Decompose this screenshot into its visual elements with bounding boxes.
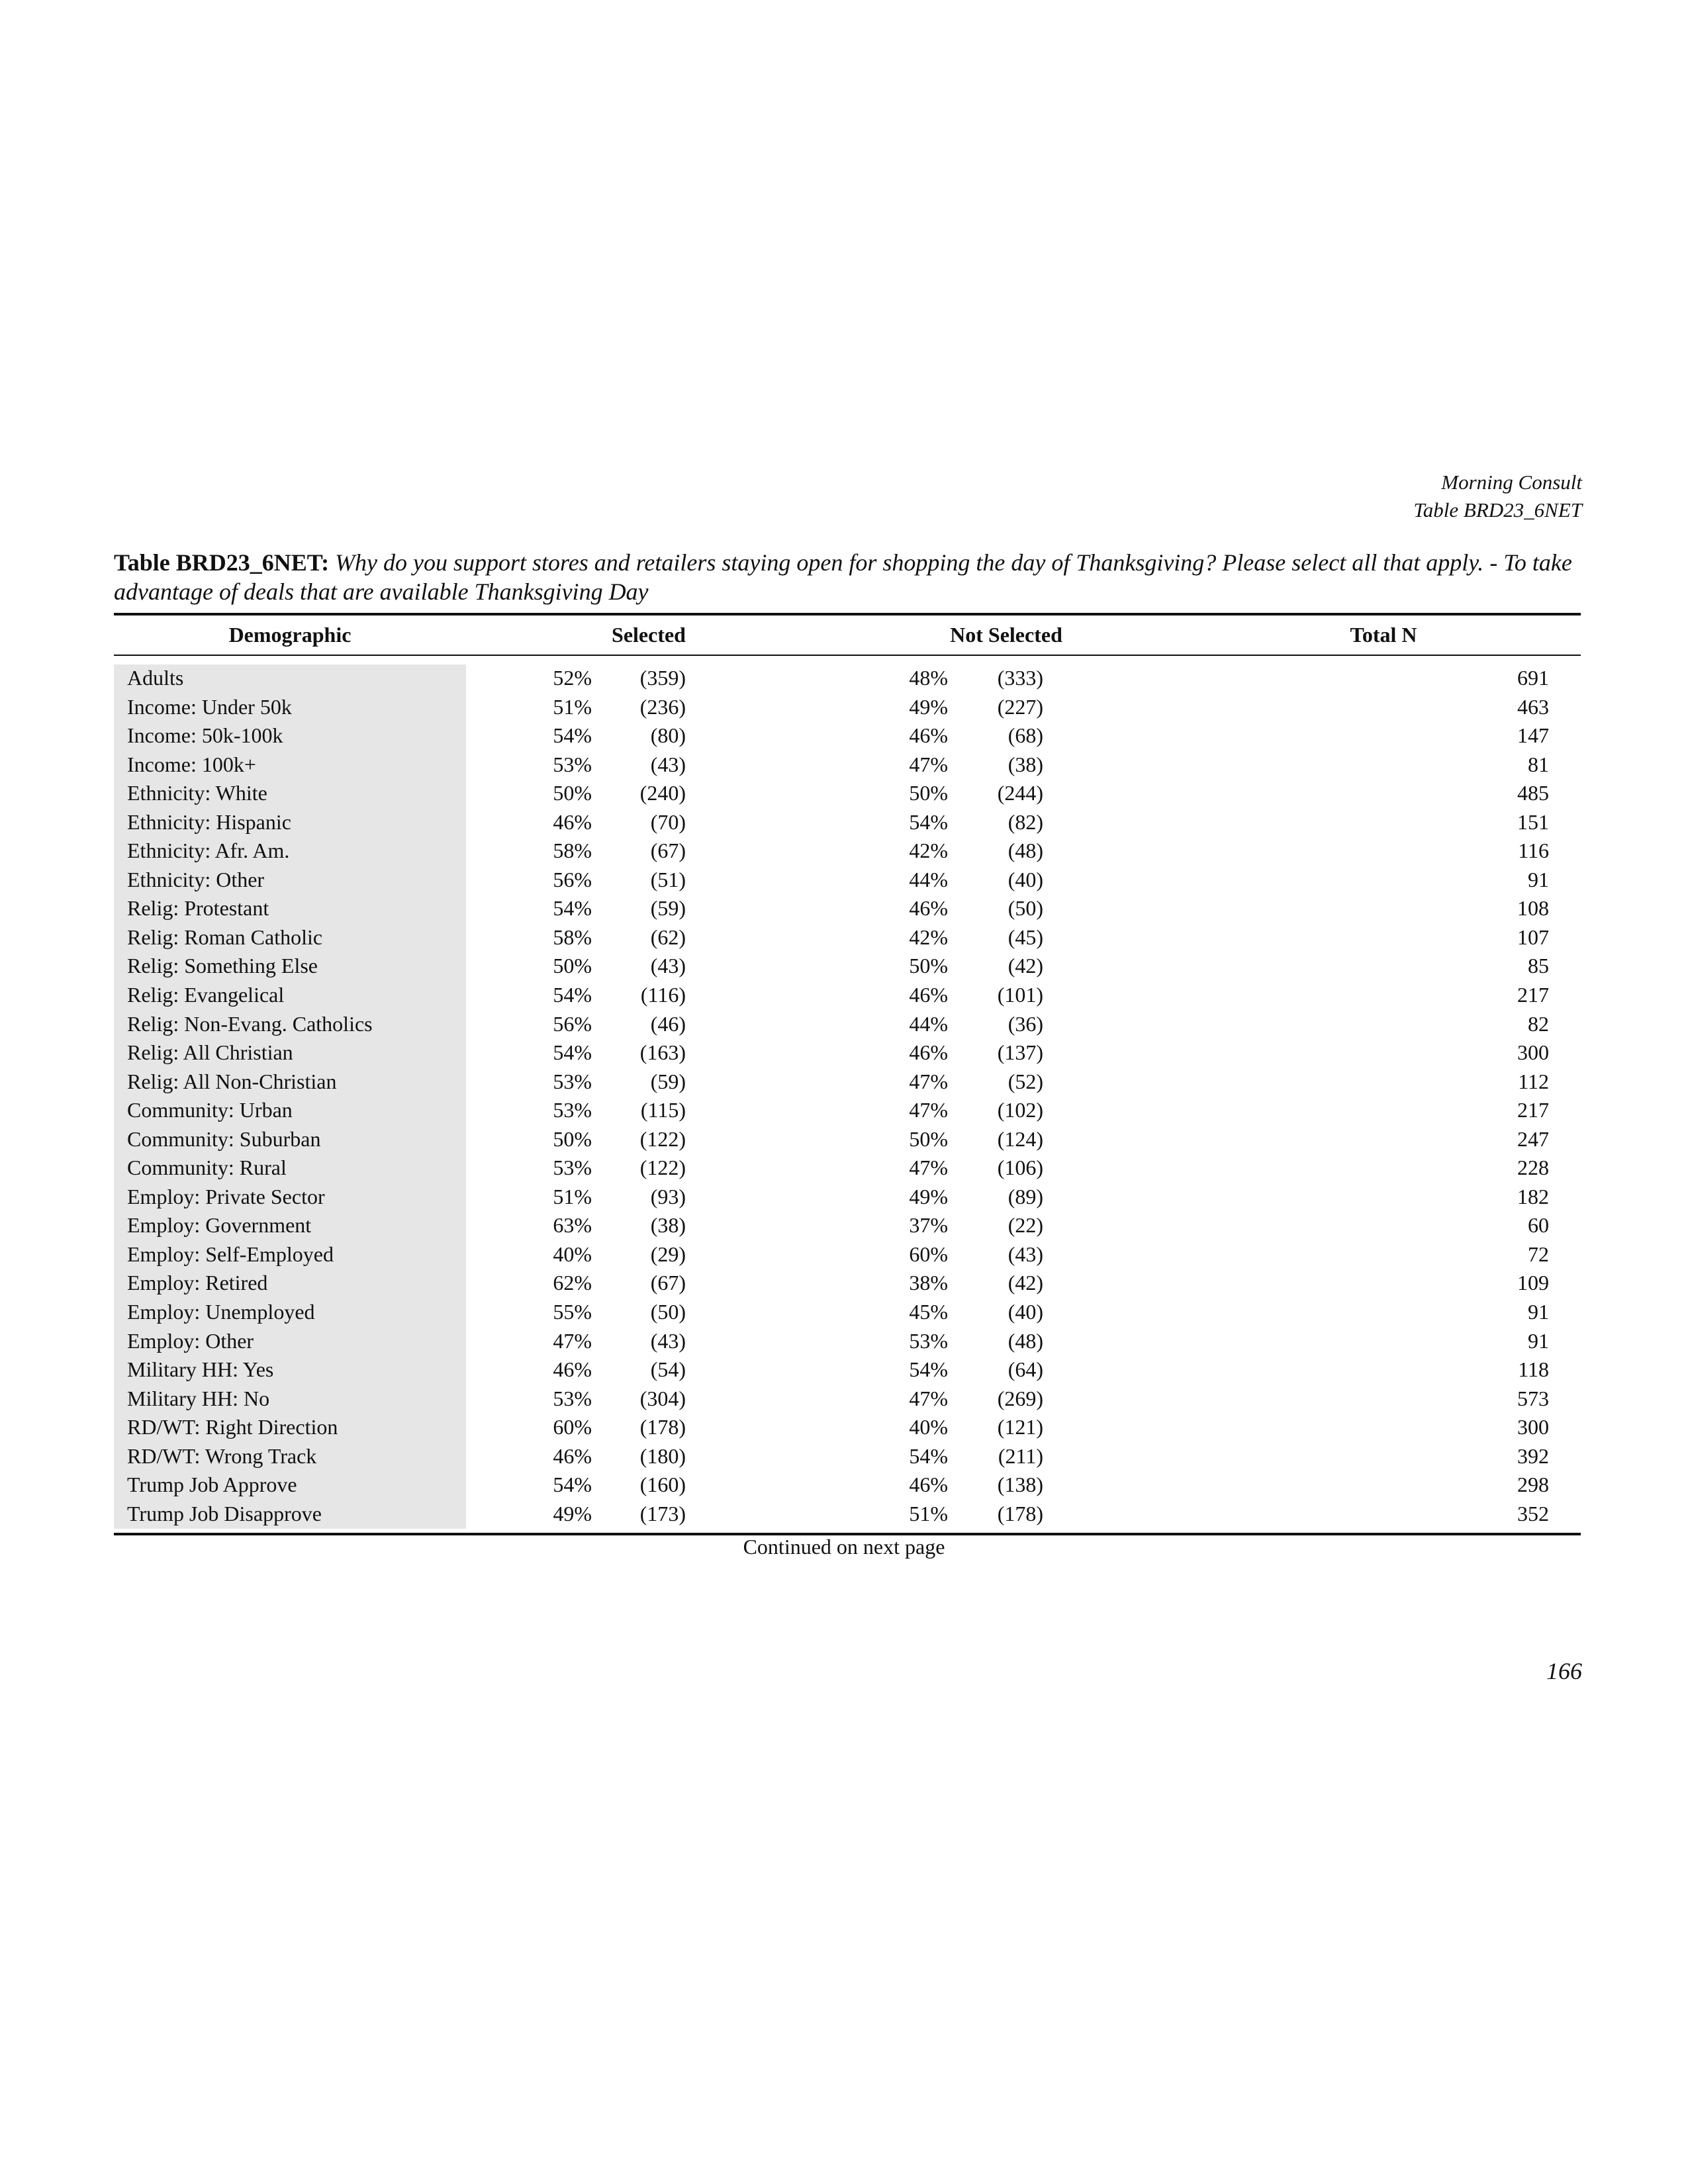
table-body <box>0 664 1688 1528</box>
selected-count: (180) <box>639 1443 686 1468</box>
page-number: 166 <box>1546 1658 1582 1684</box>
selected-percent: 40% <box>553 1242 592 1266</box>
selected-percent: 53% <box>553 1069 592 1093</box>
not-selected-percent: 50% <box>909 1126 948 1151</box>
table-row <box>0 1154 1688 1183</box>
table-row <box>0 1211 1688 1240</box>
selected-count: (240) <box>639 781 686 805</box>
total-n: 116 <box>1518 839 1549 863</box>
page-header <box>1413 469 1582 524</box>
not-selected-percent: 60% <box>909 1242 948 1266</box>
table-row <box>0 1355 1688 1385</box>
total-n: 109 <box>1517 1271 1549 1295</box>
selected-percent: 54% <box>553 723 592 748</box>
not-selected-count: (48) <box>1008 1328 1043 1353</box>
not-selected-percent: 46% <box>909 1473 948 1497</box>
row-label: Relig: All Non-Christian <box>127 1069 337 1093</box>
selected-count: (115) <box>640 1098 686 1122</box>
selected-percent: 54% <box>553 1473 592 1497</box>
row-label: RD/WT: Right Direction <box>127 1415 338 1439</box>
table-row <box>0 1442 1688 1471</box>
table-row <box>0 981 1688 1010</box>
selected-count: (93) <box>650 1184 686 1208</box>
header-org: Morning Consult <box>1441 471 1582 494</box>
not-selected-count: (45) <box>1008 925 1043 949</box>
table-row <box>0 693 1688 722</box>
selected-count: (70) <box>650 809 686 834</box>
not-selected-percent: 38% <box>909 1271 948 1295</box>
total-n: 60 <box>1528 1213 1549 1238</box>
row-label: Trump Job Approve <box>127 1473 297 1497</box>
total-n: 112 <box>1518 1069 1549 1093</box>
not-selected-percent: 45% <box>909 1300 948 1324</box>
table-row <box>0 751 1688 780</box>
selected-percent: 50% <box>553 1126 592 1151</box>
selected-count: (116) <box>640 983 686 1007</box>
not-selected-percent: 40% <box>909 1415 948 1439</box>
selected-count: (80) <box>650 723 686 748</box>
not-selected-count: (42) <box>1008 1271 1043 1295</box>
continued-note: Continued on next page <box>743 1535 945 1559</box>
selected-percent: 53% <box>553 1386 592 1410</box>
not-selected-count: (124) <box>997 1126 1043 1151</box>
table-row <box>0 1068 1688 1097</box>
not-selected-count: (52) <box>1008 1069 1043 1093</box>
header-table-ref: Table BRD23_6NET <box>1413 498 1582 522</box>
not-selected-count: (106) <box>997 1156 1043 1180</box>
selected-count: (122) <box>639 1126 686 1151</box>
selected-percent: 62% <box>553 1271 592 1295</box>
selected-percent: 51% <box>553 1184 592 1208</box>
selected-percent: 50% <box>553 781 592 805</box>
table-row <box>0 866 1688 895</box>
not-selected-percent: 51% <box>909 1501 948 1525</box>
selected-count: (43) <box>650 954 686 978</box>
not-selected-percent: 37% <box>909 1213 948 1238</box>
not-selected-percent: 46% <box>909 983 948 1007</box>
table-row <box>0 1183 1688 1212</box>
not-selected-percent: 46% <box>909 896 948 921</box>
row-label: Employ: Self-Employed <box>127 1242 334 1266</box>
total-n: 217 <box>1517 983 1549 1007</box>
column-header-selected: Selected <box>612 623 686 647</box>
not-selected-percent: 46% <box>909 1040 948 1065</box>
not-selected-count: (50) <box>1008 896 1043 921</box>
table-row <box>0 1269 1688 1298</box>
selected-count: (50) <box>650 1300 686 1324</box>
selected-count: (29) <box>650 1242 686 1266</box>
table-row <box>0 952 1688 981</box>
selected-percent: 56% <box>553 867 592 891</box>
selected-percent: 51% <box>553 694 592 719</box>
caption-table-id: Table BRD23_6NET: <box>114 549 330 576</box>
total-n: 91 <box>1528 867 1549 891</box>
total-n: 72 <box>1528 1242 1549 1266</box>
not-selected-count: (36) <box>1008 1011 1043 1036</box>
selected-percent: 56% <box>553 1011 592 1036</box>
selected-count: (67) <box>650 1271 686 1295</box>
not-selected-count: (244) <box>997 781 1043 805</box>
total-n: 147 <box>1517 723 1549 748</box>
row-label: Ethnicity: Hispanic <box>127 809 291 834</box>
not-selected-count: (48) <box>1008 839 1043 863</box>
not-selected-count: (40) <box>1008 867 1043 891</box>
table-row <box>0 721 1688 751</box>
total-n: 81 <box>1528 752 1549 776</box>
selected-count: (59) <box>650 1069 686 1093</box>
selected-percent: 46% <box>553 1357 592 1382</box>
table-row <box>0 1096 1688 1125</box>
selected-count: (173) <box>639 1501 686 1525</box>
not-selected-count: (121) <box>997 1415 1043 1439</box>
row-label: RD/WT: Wrong Track <box>127 1443 317 1468</box>
selected-percent: 54% <box>553 983 592 1007</box>
table-row <box>0 1298 1688 1327</box>
total-n: 298 <box>1517 1473 1549 1497</box>
not-selected-percent: 46% <box>909 723 948 748</box>
selected-count: (43) <box>650 752 686 776</box>
not-selected-count: (138) <box>997 1473 1043 1497</box>
total-n: 91 <box>1528 1328 1549 1353</box>
not-selected-percent: 44% <box>909 1011 948 1036</box>
selected-count: (160) <box>639 1473 686 1497</box>
total-n: 573 <box>1517 1386 1549 1410</box>
table-row <box>0 664 1688 693</box>
selected-count: (304) <box>639 1386 686 1410</box>
not-selected-percent: 54% <box>909 809 948 834</box>
column-header-demographic: Demographic <box>228 623 352 647</box>
not-selected-percent: 53% <box>909 1328 948 1353</box>
selected-percent: 54% <box>553 896 592 921</box>
total-n: 151 <box>1517 809 1549 834</box>
selected-percent: 46% <box>553 809 592 834</box>
table-row <box>0 1413 1688 1442</box>
selected-percent: 53% <box>553 1156 592 1180</box>
row-label: Income: Under 50k <box>127 694 292 719</box>
selected-count: (38) <box>650 1213 686 1238</box>
not-selected-percent: 49% <box>909 694 948 719</box>
table-row <box>0 1385 1688 1414</box>
selected-count: (54) <box>650 1357 686 1382</box>
not-selected-count: (64) <box>1008 1357 1043 1382</box>
row-label: Trump Job Disapprove <box>127 1501 322 1525</box>
table-row <box>0 1500 1688 1529</box>
table-top-rule <box>114 613 1581 615</box>
row-label: Relig: All Christian <box>127 1040 293 1065</box>
not-selected-count: (22) <box>1008 1213 1043 1238</box>
total-n: 300 <box>1517 1040 1549 1065</box>
not-selected-count: (269) <box>997 1386 1043 1410</box>
selected-percent: 63% <box>553 1213 592 1238</box>
table-row <box>0 894 1688 923</box>
row-label: Community: Rural <box>127 1156 287 1180</box>
selected-percent: 55% <box>553 1300 592 1324</box>
selected-percent: 47% <box>553 1328 592 1353</box>
total-n: 217 <box>1517 1098 1549 1122</box>
table-header-rule <box>114 655 1581 656</box>
row-label: Community: Urban <box>127 1098 293 1122</box>
not-selected-count: (211) <box>998 1443 1043 1468</box>
row-label: Community: Suburban <box>127 1126 321 1151</box>
total-n: 182 <box>1517 1184 1549 1208</box>
table-row <box>0 1471 1688 1500</box>
row-label: Relig: Protestant <box>127 896 269 921</box>
total-n: 82 <box>1528 1011 1549 1036</box>
row-label: Income: 100k+ <box>127 752 256 776</box>
selected-percent: 46% <box>553 1443 592 1468</box>
row-label: Military HH: Yes <box>127 1357 274 1382</box>
not-selected-percent: 49% <box>909 1184 948 1208</box>
selected-count: (46) <box>650 1011 686 1036</box>
not-selected-count: (101) <box>997 983 1043 1007</box>
row-label: Employ: Private Sector <box>127 1184 325 1208</box>
selected-percent: 49% <box>553 1501 592 1525</box>
selected-percent: 53% <box>553 1098 592 1122</box>
row-label: Employ: Government <box>127 1213 312 1238</box>
selected-percent: 58% <box>553 839 592 863</box>
row-label: Income: 50k-100k <box>127 723 283 748</box>
total-n: 85 <box>1528 954 1549 978</box>
total-n: 107 <box>1517 925 1549 949</box>
row-label: Employ: Unemployed <box>127 1300 315 1324</box>
row-label: Ethnicity: Other <box>127 867 265 891</box>
not-selected-percent: 42% <box>909 925 948 949</box>
not-selected-count: (38) <box>1008 752 1043 776</box>
not-selected-count: (178) <box>997 1501 1043 1525</box>
not-selected-count: (42) <box>1008 954 1043 978</box>
selected-count: (59) <box>650 896 686 921</box>
selected-percent: 58% <box>553 925 592 949</box>
not-selected-count: (82) <box>1008 809 1043 834</box>
not-selected-percent: 48% <box>909 666 948 690</box>
selected-count: (122) <box>639 1156 686 1180</box>
not-selected-count: (102) <box>997 1098 1043 1122</box>
row-label: Employ: Retired <box>127 1271 268 1295</box>
row-label: Employ: Other <box>127 1328 254 1353</box>
total-n: 485 <box>1517 781 1549 805</box>
selected-count: (51) <box>650 867 686 891</box>
table-row <box>0 779 1688 808</box>
not-selected-percent: 54% <box>909 1357 948 1382</box>
row-label: Ethnicity: White <box>127 781 267 805</box>
not-selected-percent: 50% <box>909 781 948 805</box>
table-row <box>0 1240 1688 1269</box>
selected-count: (359) <box>639 666 686 690</box>
selected-percent: 60% <box>553 1415 592 1439</box>
not-selected-count: (68) <box>1008 723 1043 748</box>
not-selected-percent: 47% <box>909 1069 948 1093</box>
row-label: Relig: Evangelical <box>127 983 285 1007</box>
table-row <box>0 808 1688 837</box>
selected-count: (43) <box>650 1328 686 1353</box>
table-row <box>0 1125 1688 1154</box>
not-selected-percent: 54% <box>909 1443 948 1468</box>
total-n: 392 <box>1517 1443 1549 1468</box>
not-selected-count: (333) <box>997 666 1043 690</box>
not-selected-percent: 47% <box>909 1156 948 1180</box>
not-selected-count: (227) <box>997 694 1043 719</box>
total-n: 463 <box>1517 694 1549 719</box>
caption-question: Why do you support stores and retailers staying open for shopping the day of Thanksgiving? Please select all that apply. - To take advantage of deals that are available Thanksgiving Day <box>114 549 1572 605</box>
total-n: 91 <box>1528 1300 1549 1324</box>
row-label: Military HH: No <box>127 1386 270 1410</box>
not-selected-count: (43) <box>1008 1242 1043 1266</box>
column-header-not-selected: Not Selected <box>950 623 1062 647</box>
selected-count: (236) <box>639 694 686 719</box>
selected-percent: 53% <box>553 752 592 776</box>
not-selected-percent: 42% <box>909 839 948 863</box>
total-n: 352 <box>1517 1501 1549 1525</box>
not-selected-count: (40) <box>1008 1300 1043 1324</box>
selected-count: (178) <box>639 1415 686 1439</box>
selected-count: (163) <box>639 1040 686 1065</box>
table-caption <box>114 548 1581 606</box>
table-row <box>0 1327 1688 1356</box>
selected-percent: 52% <box>553 666 592 690</box>
total-n: 228 <box>1517 1156 1549 1180</box>
row-label: Adults <box>127 666 184 690</box>
not-selected-percent: 47% <box>909 752 948 776</box>
not-selected-count: (89) <box>1008 1184 1043 1208</box>
column-header-total-n: Total N <box>1350 623 1417 647</box>
not-selected-percent: 47% <box>909 1386 948 1410</box>
selected-percent: 50% <box>553 954 592 978</box>
row-label: Relig: Non-Evang. Catholics <box>127 1011 373 1036</box>
selected-percent: 54% <box>553 1040 592 1065</box>
selected-count: (62) <box>650 925 686 949</box>
selected-count: (67) <box>650 839 686 863</box>
total-n: 300 <box>1517 1415 1549 1439</box>
table-row <box>0 1038 1688 1068</box>
row-label: Relig: Something Else <box>127 954 318 978</box>
total-n: 247 <box>1517 1126 1549 1151</box>
table-row <box>0 1010 1688 1039</box>
total-n: 108 <box>1517 896 1549 921</box>
not-selected-percent: 47% <box>909 1098 948 1122</box>
table-row <box>0 837 1688 866</box>
table-row <box>0 923 1688 952</box>
not-selected-percent: 44% <box>909 867 948 891</box>
row-label: Relig: Roman Catholic <box>127 925 323 949</box>
total-n: 691 <box>1517 666 1549 690</box>
total-n: 118 <box>1518 1357 1549 1382</box>
not-selected-percent: 50% <box>909 954 948 978</box>
not-selected-count: (137) <box>997 1040 1043 1065</box>
row-label: Ethnicity: Afr. Am. <box>127 839 290 863</box>
